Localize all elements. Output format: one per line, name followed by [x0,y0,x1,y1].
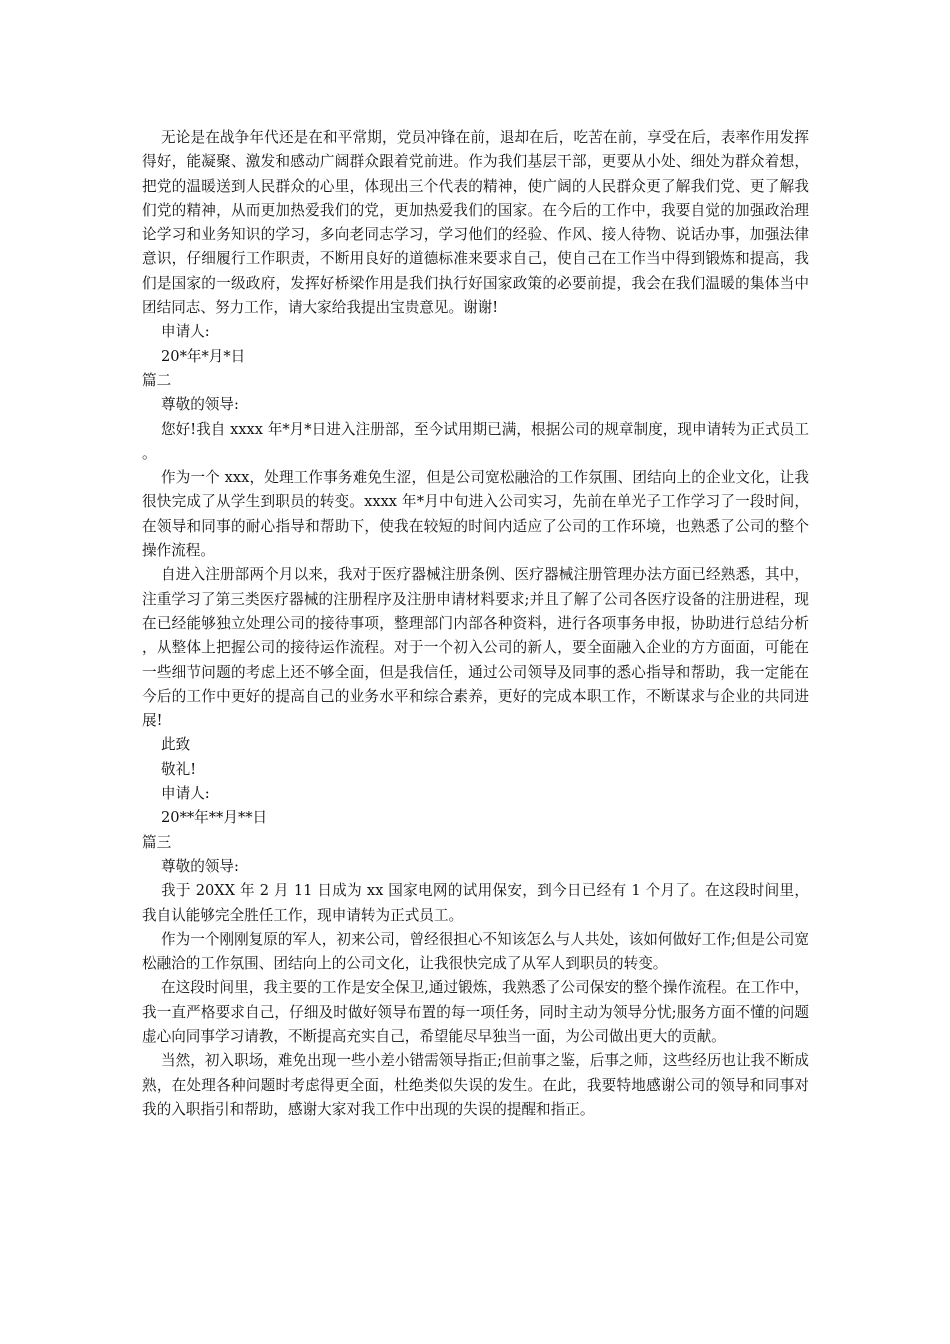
section-3-paragraph-2: 作为一个刚刚复原的军人，初来公司，曾经很担心不知该怎么与人共处，该如何做好工作;但是公司宽松融洽的工作氛围、团结向上的公司文化，让我很快完成了从军人到职员的转变。 [142,930,809,973]
intro-date: 20*年*月*日 [161,347,246,365]
document-body [142,126,809,1122]
section-2-closing-2: 敬礼! [161,760,197,778]
section-2-heading: 篇二 [142,371,172,389]
section-2-applicant-label: 申请人: [161,785,210,803]
section-2-paragraph-2: 作为一个 xxx，处理工作事务难免生涩，但是公司宽松融洽的工作氛围、团结向上的企业文化，让我很快完成了从学生到职员的转变。xxxx 年*月中旬进入公司实习，先前在单光子工作学习了一段时间，在领导和同事的耐心指导和帮助下，使我在较短的时间内适应了公司的工作环境，也熟悉了公司的整个操作流程。 [142,469,809,560]
section-3-paragraph-1: 我于 20XX 年 2 月 11 日成为 xx 国家电网的试用保安，到今日已经有 1 个月了。在这段时间里，我自认能够完全胜任工作，现申请转为正式员工。 [142,882,809,924]
section-3-heading: 篇三 [142,833,172,851]
section-2-closing-1: 此致 [161,736,191,754]
section-2-salutation: 尊敬的领导: [161,396,239,414]
section-3-paragraph-4: 当然，初入职场，难免出现一些小差小错需领导指正;但前事之鉴，后事之师，这些经历也让我不断成熟，在处理各种问题时考虑得更全面，杜绝类似失误的发生。在此，我要特地感谢公司的领导和同事对我的入职指引和帮助，感谢大家对我工作中出现的失误的提醒和指正。 [142,1052,809,1118]
section-3-salutation: 尊敬的领导: [161,857,239,875]
section-2-date: 20**年**月**日 [161,809,268,827]
section-3-paragraph-3: 在这段时间里，我主要的工作是安全保卫,通过锻炼，我熟悉了公司保安的整个操作流程。在工作中，我一直严格要求自己，仔细及时做好领导布置的每一项任务，同时主动为领导分忧;服务方面不懂的问题虚心向同事学习请教，不断提高充实自己，希望能尽早独当一面，为公司做出更大的贡献。 [142,979,809,1045]
section-2-paragraph-3: 自进入注册部两个月以来，我对于医疗器械注册条例、医疗器械注册管理办法方面已经熟悉，其中，注重学习了第三类医疗器械的注册程序及注册申请材料要求;并且了解了公司各医疗设备的注册进程，现在已经能够独立处理公司的接待事项，整理部门内部各种资料，进行各项事务申报，协助进行总结分析，从整体上把握公司的接待运作流程。对于一个初入公司的新人，要全面融入企业的方方面面，可能在一些细节问题的考虑上还不够全面，但是我信任，通过公司领导及同事的悉心指导和帮助，我一定能在今后的工作中更好的提高自己的业务水平和综合素养，更好的完成本职工作，不断谋求与企业的共同进展! [142,566,809,730]
intro-paragraph: 无论是在战争年代还是在和平常期，党员冲锋在前，退却在后，吃苦在前，享受在后，表率作用发挥得好，能凝聚、激发和感动广阔群众跟着党前进。作为我们基层干部，更要从小处、细处为群众着想，把党的温暖送到人民群众的心里，体现出三个代表的精神，使广阔的人民群众更了解我们党、更了解我们党的精神，从而更加热爱我们的党，更加热爱我们的国家。在今后的工作中，我要自觉的加强政治理论学习和业务知识的学习，多向老同志学习，学习他们的经验、作风、接人待物、说话办事，加强法律意识，仔细履行工作职责，不断用良好的道德标准来要求自己，使自己在工作当中得到锻炼和提高，我们是国家的一级政府，发挥好桥梁作用是我们执行好国家政策的必要前提，我会在我们温暖的集体当中团结同志、努力工作，请大家给我提出宝贵意见。谢谢! [142,129,809,317]
section-2-paragraph-1: 您好!我自 xxxx 年*月*日进入注册部，至今试用期已满，根据公司的规章制度，现申请转为正式员工。 [142,420,809,462]
intro-applicant-label: 申请人: [161,323,210,341]
